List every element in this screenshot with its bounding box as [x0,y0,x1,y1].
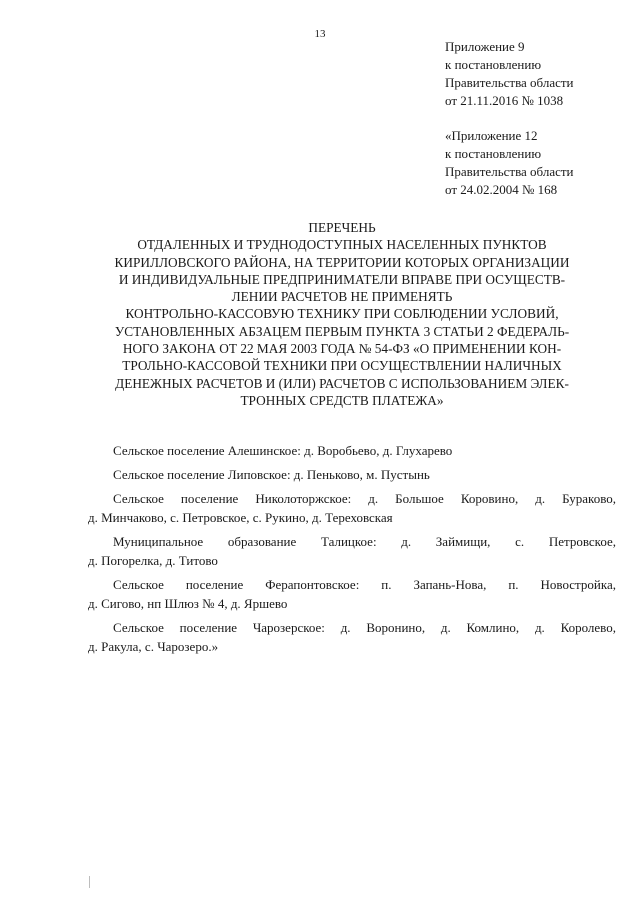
settlement-entry [88,532,616,570]
appendix-reference-current [445,38,635,110]
settlement-entry [88,441,616,460]
page-number: 13 [314,28,326,40]
title-line: КОНТРОЛЬНО-КАССОВУЮ ТЕХНИКУ ПРИ СОБЛЮДЕНИИ УСЛОВИЙ, [125,306,559,322]
appendix-line: к постановлению [445,57,542,72]
appendix-line: Приложение 9 [445,39,525,54]
appendix-line: от 21.11.2016 № 1038 [445,93,564,108]
appendix-line: Правительства области [445,75,574,90]
appendix-line: от 24.02.2004 № 168 [445,182,558,197]
title-line: ТРОННЫХ СРЕДСТВ ПЛАТЕЖА» [240,392,444,408]
title-line: ПЕРЕЧЕНЬ [308,220,376,235]
entry-line: Сельское поселение Алешинское: д. Воробьево, д. Глухарево [113,443,453,458]
entry-line: Сельское поселение Ферапонтовское: п. Запань-Нова, п. Новостройка, [113,577,616,592]
appendix-line: Правительства области [445,164,574,179]
title-line: ТРОЛЬНО-КАССОВОЙ ТЕХНИКИ ПРИ ОСУЩЕСТВЛЕНИИ НАЛИЧНЫХ [122,358,562,374]
entry-line: Сельское поселение Николоторжское: д. Большое Коровино, д. Бураково, [113,491,616,506]
settlement-entry [88,575,616,613]
appendix-reference-original [445,127,635,199]
settlement-entry [88,465,616,484]
appendix-line: к постановлению [445,146,542,161]
settlement-entry [88,489,616,527]
title-line: КИРИЛЛОВСКОГО РАЙОНА, НА ТЕРРИТОРИИ КОТОРЫХ ОРГАНИЗАЦИИ [114,254,570,270]
entry-line: д. Минчаково, с. Петровское, с. Рукино, д. Тереховская [88,510,393,525]
entry-line: д. Погорелка, д. Титово [88,553,218,568]
entry-line: Сельское поселение Липовское: д. Пеньково, м. Пустынь [113,467,430,482]
entry-line: Сельское поселение Чарозерское: д. Воронино, д. Комлино, д. Королево, [113,620,616,635]
entry-line: Муниципальное образование Талицкое: д. Займищи, с. Петровское, [113,534,616,549]
settlements-list [88,441,616,661]
title-line: ДЕНЕЖНЫХ РАСЧЕТОВ И (ИЛИ) РАСЧЕТОВ С ИСПОЛЬЗОВАНИЕМ ЭЛЕК- [115,375,569,391]
document-title [82,219,602,409]
title-line: ЛЕНИИ РАСЧЕТОВ НЕ ПРИМЕНЯТЬ [231,289,453,305]
appendix-line: «Приложение 12 [445,128,538,143]
title-line: И ИНДИВИДУАЛЬНЫЕ ПРЕДПРИНИМАТЕЛИ ВПРАВЕ ПРИ ОСУЩЕСТВ- [118,271,566,287]
entry-line: д. Ракула, с. Чарозеро.» [88,639,219,654]
title-line: ОТДАЛЕННЫХ И ТРУДНОДОСТУПНЫХ НАСЕЛЕННЫХ ПУНКТОВ [137,237,547,253]
scan-artifact-mark [89,876,90,888]
title-line: НОГО ЗАКОНА ОТ 22 МАЯ 2003 ГОДА № 54-ФЗ «О ПРИМЕНЕНИИ КОН- [122,341,562,357]
settlement-entry [88,618,616,656]
title-line: УСТАНОВЛЕННЫХ АБЗАЦЕМ ПЕРВЫМ ПУНКТА 3 СТАТЬИ 2 ФЕДЕРАЛЬ- [114,323,570,339]
entry-line: д. Сигово, нп Шлюз № 4, д. Яршево [88,596,288,611]
